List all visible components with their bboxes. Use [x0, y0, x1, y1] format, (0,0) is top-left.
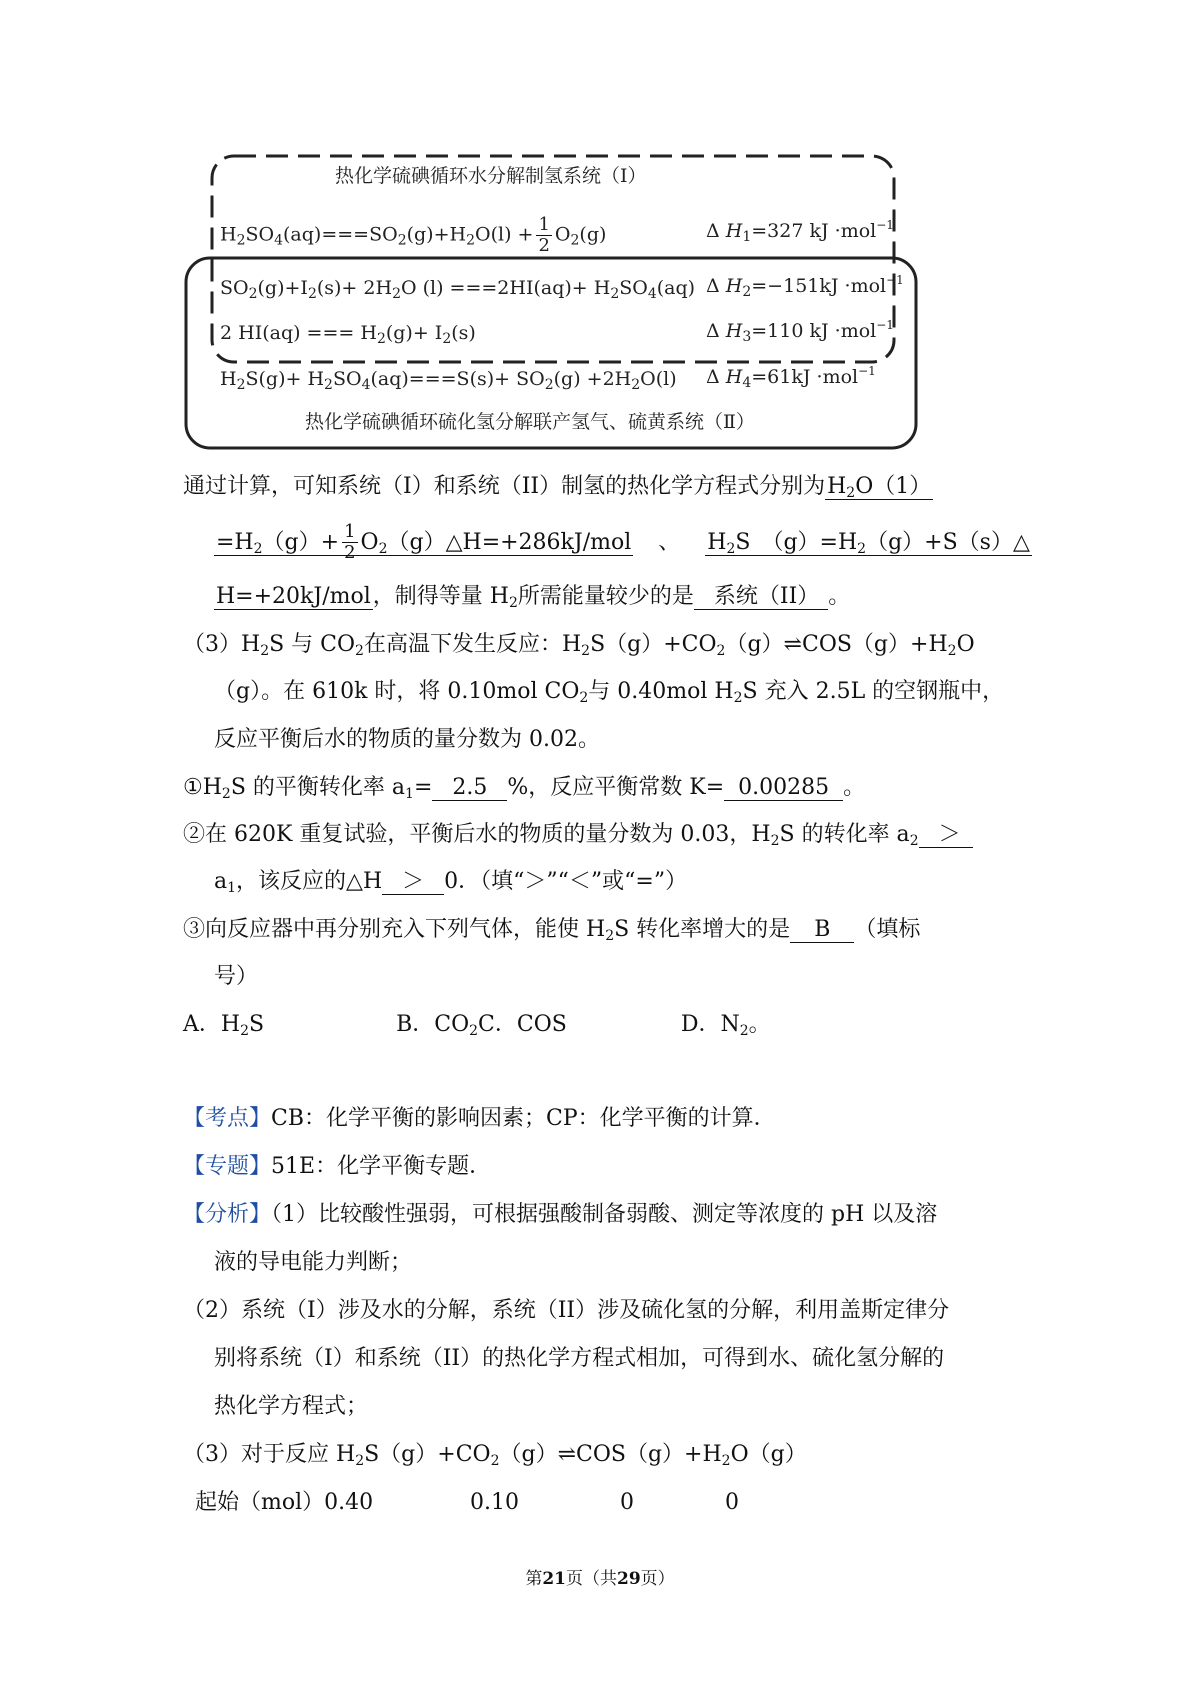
fenxi-7: 起始（mol）0.40 0.10 0 0	[195, 1490, 739, 1515]
answer-3: 系统（II）	[694, 584, 828, 610]
fenxi-5: 热化学方程式；	[214, 1394, 369, 1419]
reaction-2: $SO_2(g)+I_2(s)+ 2H_2O$ $(l) ===2HI(aq)+ H_2SO_4(aq)$	[220, 277, 696, 302]
sub-q3: ③向反应器中再分别充入下列气体，能使 $H_2S$ 转化率增大的是 B （填标	[183, 917, 921, 944]
fenxi-3: （2）系统（I）涉及水的分解，系统（II）涉及硫化氢的分解，利用盖斯定律分	[183, 1298, 950, 1323]
sub-q2: ②在 620K 重复试验，平衡后水的物质的量分数为 0.03，$H_2S$ 的转化率 $a_2$ ＞	[183, 820, 1030, 850]
fenxi-1: 【分析】（1）比较酸性强弱，可根据强酸制备弱酸、测定等浓度的 pH 以及溶	[183, 1202, 938, 1227]
options: A．$H_2S$ B．$CO_2C$．COS D．$N_2$。	[183, 1012, 771, 1039]
reaction-3-enthalpy: Δ $H_3=110$ kJ ·mol$^{-1}$	[706, 318, 894, 345]
answer-b: B	[790, 917, 854, 943]
p1-line3: H=+20kJ/mol，制得等量 $H_2$所需能量较少的是 系统（II） 。	[216, 584, 851, 611]
fenxi-4: 别将系统（I）和系统（II）的热化学方程式相加，可得到水、硫化氢分解的	[214, 1346, 945, 1371]
q3-line3: 反应平衡后水的物质的量分数为 0.02。	[214, 727, 600, 752]
sub-q3-line2: 号）	[214, 964, 259, 989]
system-2-title: 热化学硫碘循环硫化氢分解联产氢气、硫黄系统（Ⅱ）	[305, 411, 755, 433]
system-1-title: 热化学硫碘循环水分解制氢系统（Ⅰ）	[335, 165, 647, 187]
zhuanti: 【专题】51E：化学平衡专题．	[183, 1154, 492, 1179]
q3-line2: （g）。在 610k 时，将 0.10mol $CO_2$与 0.40mol $H_2S$ 充入 2.5L 的空钢瓶中，	[214, 679, 1005, 706]
kaodian: 【考点】CB：化学平衡的影响因素；CP：化学平衡的计算．	[183, 1106, 776, 1131]
sub-q1: $①H_2S$ 的平衡转化率 $a_1= 2.5$ %，反应平衡常数 K= 0.00285 。	[183, 775, 866, 802]
answer-2: $H_2S$ $(g)=H_2(g)+S(s)\triangle$	[707, 529, 1030, 557]
reaction-3: 2 HI(aq) === $H_2(g)+ I_2(s)$	[220, 322, 476, 347]
answer-dh: ＞	[382, 869, 444, 895]
reaction-1: $H_2SO_4(aq)===SO_2(g)+H_2O(l)$ + $\frac{1}{2}$ $O_2(g)$	[220, 214, 607, 256]
fenxi-6: （3）对于反应 $H_2S(g)+CO_2(g)\rightleftharpoons COS(g)+H_2O(g)$	[183, 1442, 807, 1469]
reaction-1-enthalpy: Δ $H_1=327$ kJ ·mol$^{-1}$	[706, 218, 894, 245]
p1-line2: $=H_2(g)+$ $\frac{1}{2}$ $O_2(g)\triangle H=+286kJ$/mol 、 $H_2S$ $(g)=H_2(g)+S(s)\triangle$	[216, 521, 1030, 563]
sub-q2-line2: $a_1$，该反应的△H ＞ 0．（填“＞”“＜”或“=”）	[214, 869, 688, 896]
page-footer: 第21页（共29页）	[525, 1569, 675, 1589]
answer-1: $H_2O(1)$	[827, 474, 932, 501]
q3-line1: $(3)H_2S$ 与 $CO_2$在高温下发生反应：$H_2S(g)+CO_2(g)\rightleftharpoons COS(g)+H_2O$	[183, 632, 975, 659]
answer-k: 0.00285	[724, 775, 843, 801]
reaction-4: $H_2S(g)+ H_2SO_4(aq)===S(s)+ SO_2(g) +2H_2O(l)$	[220, 368, 677, 393]
answer-conversion: 2.5	[432, 775, 507, 801]
reaction-2-enthalpy: Δ $H_2=-151kJ \cdot mol^{-1}$	[706, 273, 904, 300]
answer-a2: ＞	[919, 822, 973, 848]
p1-line1: 通过计算，可知系统（I）和系统（II）制氢的热化学方程式分别为$H_2O(1)$	[183, 474, 932, 501]
fenxi-2: 液的导电能力判断；	[214, 1250, 413, 1275]
reaction-4-enthalpy: Δ $H_4=61kJ \cdot mol^{-1}$	[706, 364, 876, 391]
